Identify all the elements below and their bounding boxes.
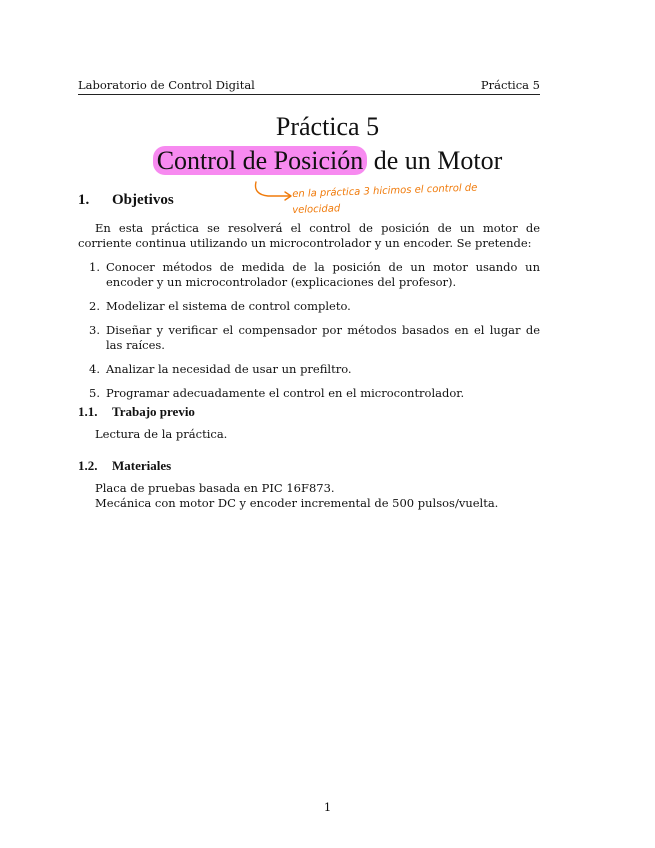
handwritten-note-line1: en la práctica 3 hicimos el control de: [292, 182, 478, 200]
objectives-intro: En esta práctica se resolverá el control de posición de un motor de corriente continua utilizando un microcontrolador y un encoder. Se pretende:: [78, 221, 540, 250]
document-title: Práctica 5: [275, 112, 380, 141]
header-practice-label: Práctica 5: [480, 78, 540, 92]
subsection-number: 1.2.: [78, 458, 98, 473]
materiales-line-1: Placa de pruebas basada en PIC 16F873.: [95, 481, 335, 495]
subsection-title: Trabajo previo: [112, 404, 195, 419]
subsection-heading-trabajo-previo: [78, 404, 195, 420]
header-course-title: Laboratorio de Control Digital: [78, 78, 255, 92]
section-heading-objetivos: [78, 192, 174, 209]
list-item: 5. Programar adecuadamente el control en el microcontrolador.: [89, 386, 465, 400]
materiales-line-2: Mecánica con motor DC y encoder incremental de 500 pulsos/vuelta.: [95, 496, 499, 510]
page-number: 1: [323, 800, 332, 814]
annotation-arrow-icon: [250, 180, 296, 204]
objectives-list: [78, 260, 540, 410]
handwritten-note-line2: velocidad: [292, 203, 341, 216]
highlighted-title-text: Control de Posición: [153, 146, 368, 175]
subtitle-rest: de un Motor: [367, 146, 503, 175]
list-item: 3. Diseñar y verificar el compensador por métodos basados en el lugar de las raíces.: [89, 323, 540, 352]
section-number: 1.: [78, 192, 90, 208]
list-item: 4. Analizar la necesidad de usar un prefiltro.: [89, 362, 352, 376]
running-header: [78, 78, 540, 95]
list-item: 2. Modelizar el sistema de control completo.: [89, 299, 351, 313]
section-title: Objetivos: [112, 192, 174, 208]
document-subtitle: [0, 146, 655, 176]
subsection-number: 1.1.: [78, 404, 98, 419]
subsection-title: Materiales: [112, 458, 172, 473]
list-item: 1. Conocer métodos de medida de la posición de un motor usando un encoder y un microcontrolador (explicaciones del profesor).: [89, 260, 540, 289]
trabajo-previo-text: Lectura de la práctica.: [95, 427, 228, 441]
subsection-heading-materiales: [78, 458, 171, 474]
